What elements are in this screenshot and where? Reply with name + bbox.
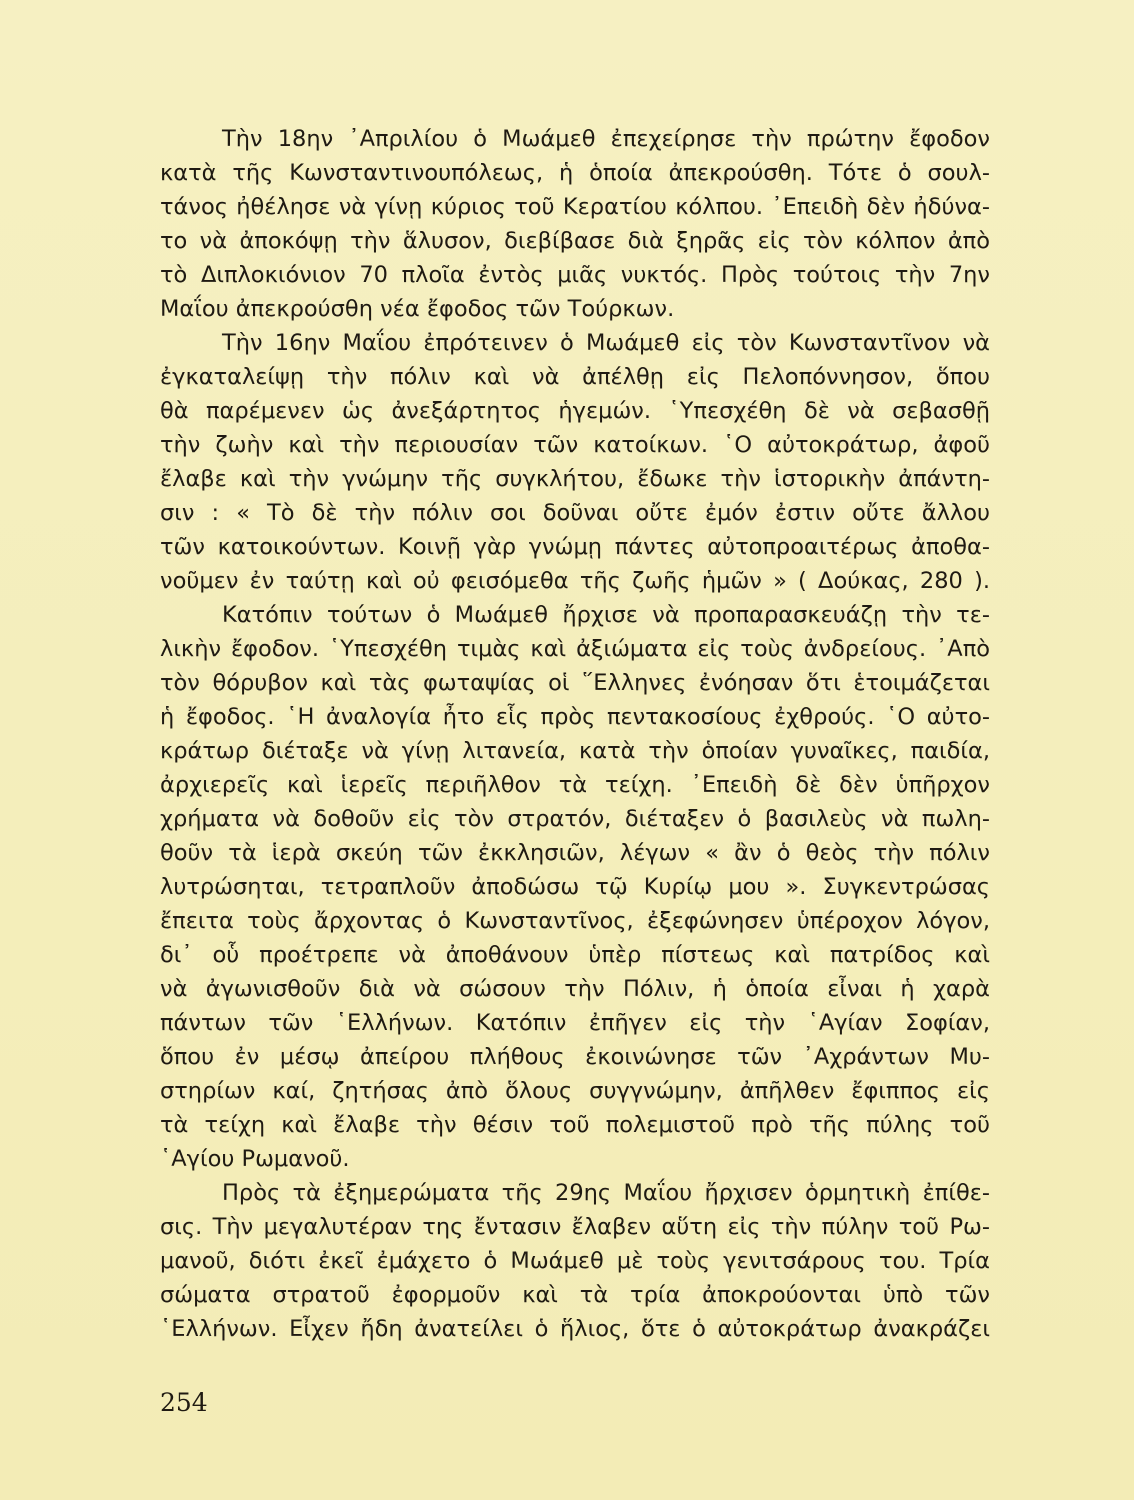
text-line: ὅπου ἐν μέσῳ ἀπείρου πλήθους ἐκοινώνησε τῶν ᾿Αχράντων Μυ- — [160, 1044, 990, 1070]
text-line: θὰ παρέμενεν ὡς ἀνεξάρτητος ἡγεμών. ῾Υπεσχέθη δὲ νὰ σεβασθῇ — [160, 398, 990, 424]
text-line: λυτρώσηται, τετραπλοῦν ἀποδώσω τῷ Κυρίῳ μου ». Συγκεντρώσας — [160, 874, 990, 900]
text-line: κατὰ τῆς Κωνσταντινουπόλεως, ἡ ὁποία ἀπεκρούσθη. Τότε ὁ σουλ- — [160, 160, 990, 186]
text-line: Μαΐου ἀπεκρούσθη νέα ἔφοδος τῶν Τούρκων. — [160, 296, 675, 322]
text-line: τὰ τείχη καὶ ἔλαβε τὴν θέσιν τοῦ πολεμιστοῦ πρὸ τῆς πύλης τοῦ — [160, 1112, 990, 1138]
body-text — [160, 122, 990, 1346]
text-line: Πρὸς τὰ ἐξημερώματα τῆς 29ης Μαΐου ἤρχισεν ὁρμητικὴ ἐπίθε- — [222, 1180, 990, 1206]
text-line: στηρίων καί, ζητήσας ἀπὸ ὅλους συγγνώμην, ἀπῆλθεν ἔφιππος εἰς — [160, 1078, 990, 1104]
text-line: ῾Αγίου Ρωμανοῦ. — [160, 1146, 350, 1172]
text-line: ἔπειτα τοὺς ἄρχοντας ὁ Κωνσταντῖνος, ἐξεφώνησεν ὑπέροχον λόγον, — [160, 908, 990, 934]
text-line: λικὴν ἔφοδον. ῾Υπεσχέθη τιμὰς καὶ ἀξιώματα εἰς τοὺς ἀνδρείους. ᾿Απὸ — [160, 636, 990, 662]
text-line: ἔλαβε καὶ τὴν γνώμην τῆς συγκλήτου, ἔδωκε τὴν ἱστορικὴν ἀπάντη- — [160, 466, 990, 492]
text-line: ἐγκαταλείψῃ τὴν πόλιν καὶ νὰ ἀπέλθῃ εἰς Πελοπόννησον, ὅπου — [160, 364, 990, 390]
text-line: νοῦμεν ἐν ταύτῃ καὶ οὐ φεισόμεθα τῆς ζωῆς ἡμῶν » ( Δούκας, 280 ). — [160, 568, 990, 594]
text-line: τὸ Διπλοκιόνιον 70 πλοῖα ἐντὸς μιᾶς νυκτός. Πρὸς τούτοις τὴν 7ην — [160, 262, 990, 288]
text-line: θοῦν τὰ ἱερὰ σκεύη τῶν ἐκκλησιῶν, λέγων « ἂν ὁ θεὸς τὴν πόλιν — [160, 840, 990, 866]
text-line: δι᾿ οὗ προέτρεπε νὰ ἀποθάνουν ὑπὲρ πίστεως καὶ πατρίδος καὶ — [160, 942, 990, 968]
text-line: τάνος ἠθέλησε νὰ γίνῃ κύριος τοῦ Κερατίου κόλπου. ᾿Επειδὴ δὲν ἠδύνα- — [160, 194, 990, 220]
text-line: το νὰ ἀποκόψῃ τὴν ἅλυσον, διεβίβασε διὰ ξηρᾶς εἰς τὸν κόλπον ἀπὸ — [160, 228, 990, 254]
text-line: μανοῦ, διότι ἐκεῖ ἐμάχετο ὁ Μωάμεθ μὲ τοὺς γενιτσάρους του. Τρία — [160, 1248, 990, 1274]
text-line: πάντων τῶν ῾Ελλήνων. Κατόπιν ἐπῆγεν εἰς τὴν ῾Αγίαν Σοφίαν, — [160, 1010, 990, 1036]
text-line: κράτωρ διέταξε νὰ γίνῃ λιτανεία, κατὰ τὴν ὁποίαν γυναῖκες, παιδία, — [160, 738, 990, 764]
text-line: τῶν κατοικούντων. Κοινῇ γὰρ γνώμῃ πάντες αὐτοπροαιτέρως ἀποθα- — [160, 534, 990, 560]
text-line: χρήματα νὰ δοθοῦν εἰς τὸν στρατόν, διέταξεν ὁ βασιλεὺς νὰ πωλη- — [160, 806, 990, 832]
page-number: 254 — [160, 1388, 208, 1417]
text-line: Τὴν 18ην ᾿Απριλίου ὁ Μωάμεθ ἐπεχείρησε τὴν πρώτην ἔφοδον — [222, 126, 990, 152]
text-line: ῾Ελλήνων. Εἶχεν ἤδη ἀνατείλει ὁ ἥλιος, ὅτε ὁ αὐτοκράτωρ ἀνακράζει — [160, 1316, 990, 1342]
text-line: σιν : « Τὸ δὲ τὴν πόλιν σοι δοῦναι οὔτε ἐμόν ἐστιν οὔτε ἄλλου — [160, 500, 990, 526]
text-line: ἡ ἔφοδος. ῾Η ἀναλογία ἦτο εἷς πρὸς πεντακοσίους ἐχθρούς. ῾Ο αὐτο- — [160, 704, 990, 730]
text-line: ἀρχιερεῖς καὶ ἱερεῖς περιῆλθον τὰ τείχη. ᾿Επειδὴ δὲ δὲν ὑπῆρχον — [160, 772, 990, 798]
text-line: σώματα στρατοῦ ἐφορμοῦν καὶ τὰ τρία ἀποκρούονται ὑπὸ τῶν — [160, 1282, 990, 1308]
text-line: τὸν θόρυβον καὶ τὰς φωταψίας οἱ ῞Ελληνες ἐνόησαν ὅτι ἑτοιμάζεται — [160, 670, 990, 696]
text-line: τὴν ζωὴν καὶ τὴν περιουσίαν τῶν κατοίκων. ῾Ο αὐτοκράτωρ, ἀφοῦ — [160, 432, 990, 458]
text-line: Κατόπιν τούτων ὁ Μωάμεθ ἤρχισε νὰ προπαρασκευάζῃ τὴν τε- — [222, 602, 990, 628]
text-line: Τὴν 16ην Μαΐου ἐπρότεινεν ὁ Μωάμεθ εἰς τὸν Κωνσταντῖνον νὰ — [222, 330, 990, 356]
text-line: νὰ ἀγωνισθοῦν διὰ νὰ σώσουν τὴν Πόλιν, ἡ ὁποία εἶναι ἡ χαρὰ — [160, 976, 990, 1002]
text-line: σις. Τὴν μεγαλυτέραν της ἔντασιν ἔλαβεν αὕτη εἰς τὴν πύλην τοῦ Ρω- — [160, 1214, 990, 1240]
